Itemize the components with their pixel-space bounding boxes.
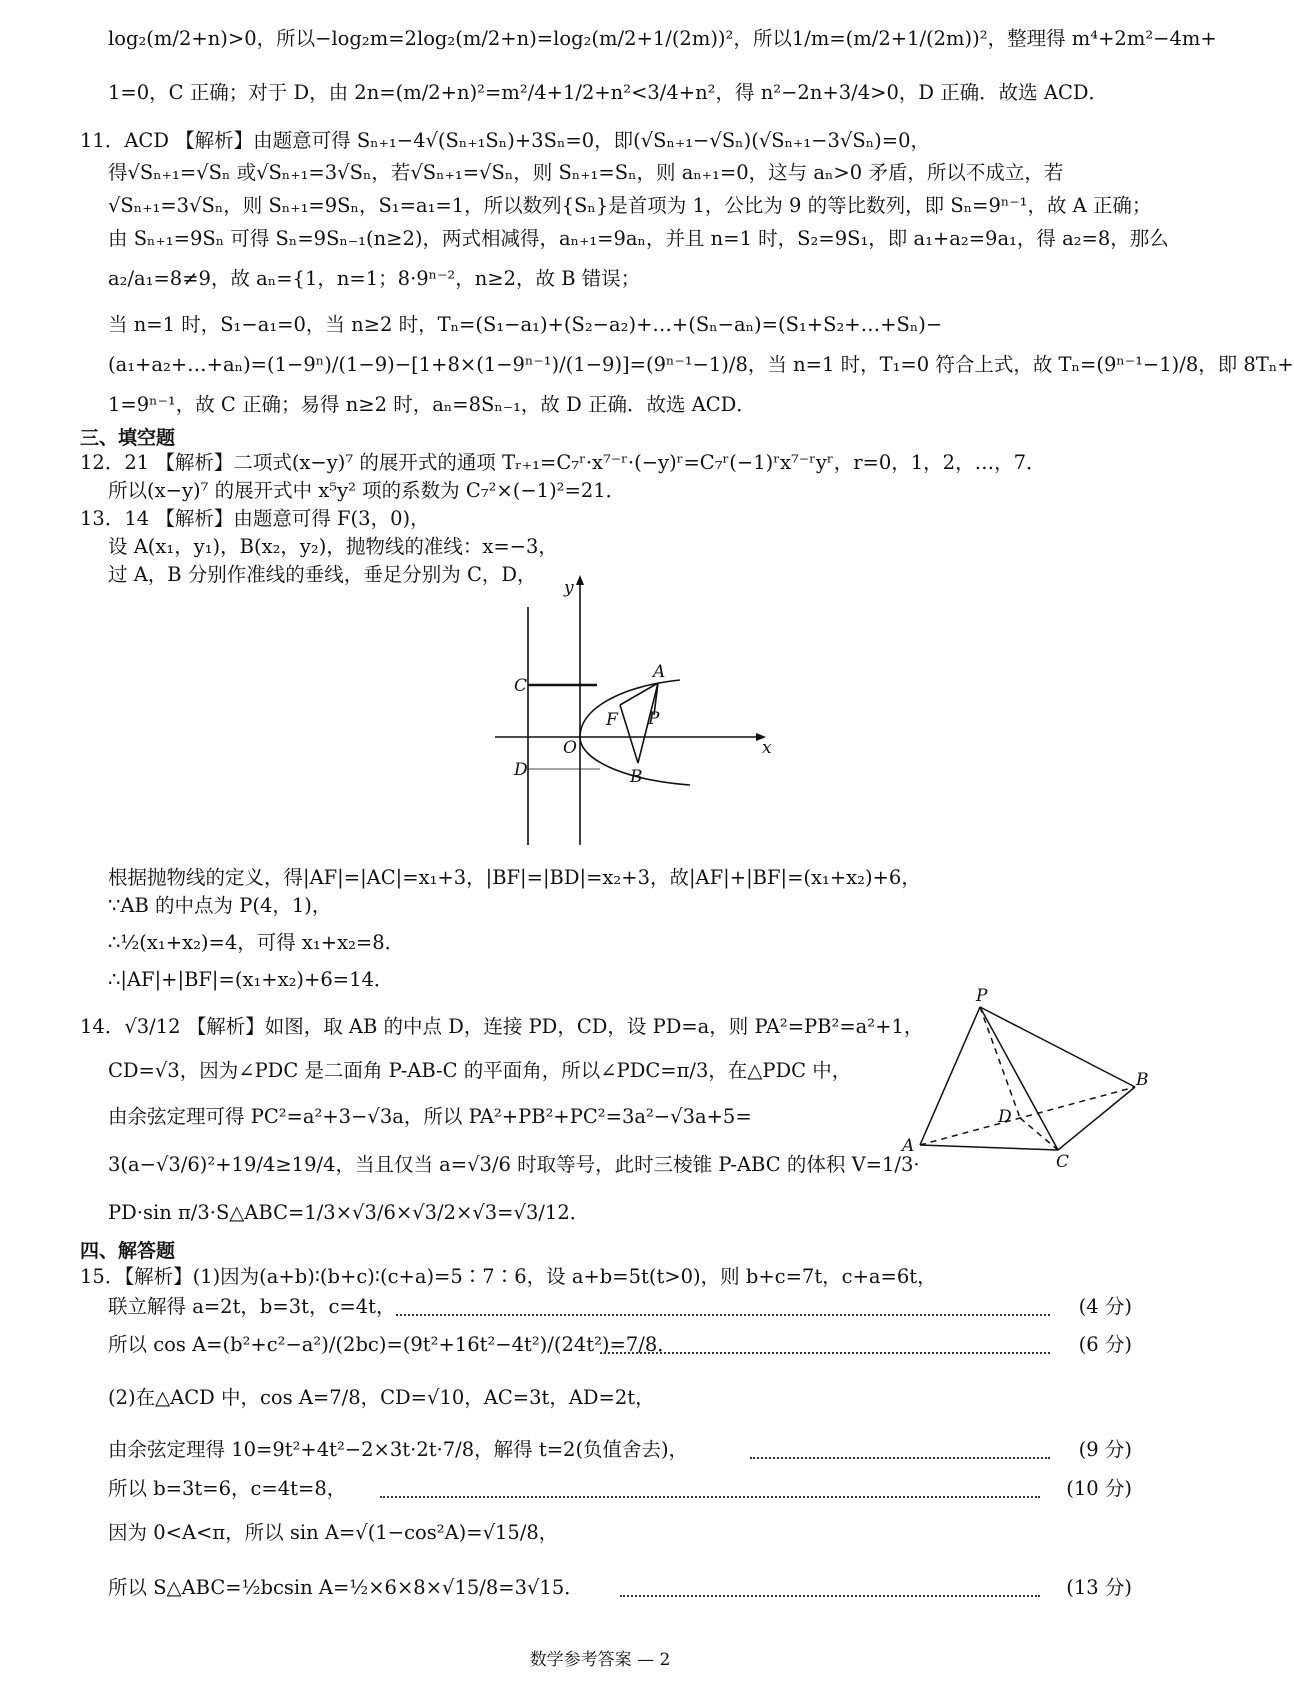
text-line: a₂/a₁=8≠9，故 aₙ={1，n=1；8·9ⁿ⁻²，n≥2，故 B 错误； (108, 267, 641, 290)
text-line: PD·sin π/3·S△ABC=1/3×√3/6×√3/2×√3=√3/12． (108, 1201, 590, 1224)
text-line: 所以 cos A=(b²+c²−a²)/(2bc)=(9t²+16t²−4t²)/(24t²)=7/8． (108, 1333, 677, 1356)
question-14-line: 14．√3/12 【解析】如图，取 AB 的中点 D，连接 PD，CD，设 PD=a，则 PA²=PB²=a²+1， (80, 1015, 924, 1038)
text-line: log₂(m/2+n)>0，所以−log₂m=2log₂(m/2+n)=log₂(m/2+1/(2m))²，所以1/m=(m/2+1/(2m))²，整理得 m⁴+2m²−4m+ (108, 27, 1217, 50)
score-label: (13 分) (1066, 1576, 1132, 1599)
label-P: P (648, 709, 660, 729)
text-line: 1=0，C 正确；对于 D，由 2n=(m/2+n)²=m²/4+1/2+n²<3/4+n²，得 n²−2n+3/4>0，D 正确．故选 ACD． (108, 81, 1109, 104)
text-line: 过 A，B 分别作准线的垂线，垂足分别为 C，D， (108, 563, 537, 586)
text-line: 得√Sₙ₊₁=√Sₙ 或√Sₙ₊₁=3√Sₙ，若√Sₙ₊₁=√Sₙ，则 Sₙ₊₁=Sₙ，则 aₙ₊₁=0，这与 aₙ>0 矛盾，所以不成立，若 (108, 161, 1064, 184)
score-label: (4 分) (1078, 1295, 1132, 1318)
label-D: D (998, 1107, 1012, 1127)
question-15-line: 15．【解析】(1)因为(a+b)∶(b+c)∶(c+a)=5∶7∶6，设 a+b=5t(t>0)，则 b+c=7t，c+a=6t， (80, 1265, 937, 1288)
text-line: ∴|AF|+|BF|=(x₁+x₂)+6=14． (108, 968, 394, 991)
text-line: 所以(x−y)⁷ 的展开式中 x⁵y² 项的系数为 C₇²×(−1)²=21． (108, 479, 626, 502)
text-line: 所以 S△ABC=½bcsin A=½×6×8×√15/8=3√15． (108, 1576, 584, 1599)
label-B: B (1136, 1070, 1149, 1090)
label-y: y (564, 578, 574, 598)
text-line: 当 n=1 时，S₁−a₁=0，当 n≥2 时，Tₙ=(S₁−a₁)+(S₂−a₂)+…+(Sₙ−aₙ)=(S₁+S₂+…+Sₙ)− (108, 313, 943, 336)
text-line: ∵AB 的中点为 P(4，1)， (108, 894, 332, 917)
text-line: CD=√3，因为∠PDC 是二面角 P-AB-C 的平面角，所以∠PDC=π/3，在△PDC 中， (108, 1059, 852, 1082)
leader-dots (620, 1595, 1040, 1597)
text-line: 由余弦定理得 10=9t²+4t²−2×3t·2t·7/8，解得 t=2(负值舍去)， (108, 1438, 689, 1461)
text-line: √Sₙ₊₁=3√Sₙ，则 Sₙ₊₁=9Sₙ，S₁=a₁=1，所以数列{Sₙ}是首项为 1，公比为 9 的等比数列，即 Sₙ=9ⁿ⁻¹，故 A 正确； (108, 194, 1152, 217)
section-heading: 三、填空题 (80, 427, 176, 449)
leader-dots (380, 1496, 1040, 1498)
text-line: 因为 0<A<π，所以 sin A=√(1−cos²A)=√15/8， (108, 1521, 559, 1544)
score-label: (9 分) (1078, 1438, 1132, 1461)
text-line: ∴½(x₁+x₂)=4，可得 x₁+x₂=8． (108, 931, 405, 954)
label-P: P (976, 986, 988, 1006)
text-line: 联立解得 a=2t，b=3t，c=4t， (108, 1295, 396, 1318)
text-line: 由余弦定理可得 PC²=a²+3−√3a，所以 PA²+PB²+PC²=3a²−√3a+5= (108, 1105, 752, 1128)
label-A: A (653, 662, 666, 682)
page-footer: 数学参考答案 — 2 (529, 1650, 671, 1670)
text-line: 1=9ⁿ⁻¹，故 C 正确；易得 n≥2 时，aₙ=8Sₙ₋₁，故 D 正确．故选 ACD． (108, 393, 756, 416)
text-line: 由 Sₙ₊₁=9Sₙ 可得 Sₙ=9Sₙ₋₁(n≥2)，两式相减得，aₙ₊₁=9aₙ，并且 n=1 时，S₂=9S₁，即 a₁+a₂=9a₁，得 a₂=8，那么 (108, 227, 1169, 250)
label-x: x (762, 738, 772, 758)
tetrahedron-figure (880, 985, 1150, 1170)
label-A: A (902, 1136, 915, 1156)
label-B: B (630, 767, 643, 787)
label-C: C (1056, 1152, 1070, 1172)
question-12-line: 12．21 【解析】二项式(x−y)⁷ 的展开式的通项 Tᵣ₊₁=C₇ʳ·x⁷⁻ʳ·(−y)ʳ=C₇ʳ(−1)ʳx⁷⁻ʳyʳ，r=0，1，2，…，7． (80, 451, 1046, 474)
parabola-figure (480, 575, 770, 850)
text-line: 根据抛物线的定义，得|AF|=|AC|=x₁+3，|BF|=|BD|=x₂+3，故|AF|+|BF|=(x₁+x₂)+6， (108, 866, 921, 889)
label-D: D (514, 760, 528, 780)
question-13-line: 13．14 【解析】由题意可得 F(3，0)， (80, 507, 430, 530)
score-label: (10 分) (1066, 1477, 1132, 1500)
text-line: 设 A(x₁，y₁)，B(x₂，y₂)，抛物线的准线：x=−3， (108, 535, 558, 558)
label-C: C (514, 676, 528, 696)
text-line: (2)在△ACD 中，cos A=7/8，CD=√10，AC=3t，AD=2t， (108, 1386, 655, 1409)
label-F: F (606, 710, 618, 730)
text-line: 3(a−√3/6)²+19/4≥19/4，当且仅当 a=√3/6 时取等号，此时三棱锥 P-ABC 的体积 V=1/3· (108, 1153, 920, 1176)
score-label: (6 分) (1078, 1333, 1132, 1356)
leader-dots (396, 1314, 1050, 1316)
leader-dots (600, 1352, 1050, 1354)
question-11-line: 11．ACD 【解析】由题意可得 Sₙ₊₁−4√(Sₙ₊₁Sₙ)+3Sₙ=0，即(√Sₙ₊₁−√Sₙ)(√Sₙ₊₁−3√Sₙ)=0， (80, 129, 930, 152)
leader-dots (750, 1457, 1050, 1459)
label-O: O (563, 738, 577, 758)
text-line: 所以 b=3t=6，c=4t=8， (108, 1477, 347, 1500)
text-line: (a₁+a₂+…+aₙ)=(1−9ⁿ)/(1−9)−[1+8×(1−9ⁿ⁻¹)/(1−9)]=(9ⁿ⁻¹−1)/8，当 n=1 时，T₁=0 符合上式，故 Tₙ=(9ⁿ⁻¹−1)/8，即 8Tₙ+ (108, 353, 1294, 376)
section-heading: 四、解答题 (80, 1240, 176, 1262)
